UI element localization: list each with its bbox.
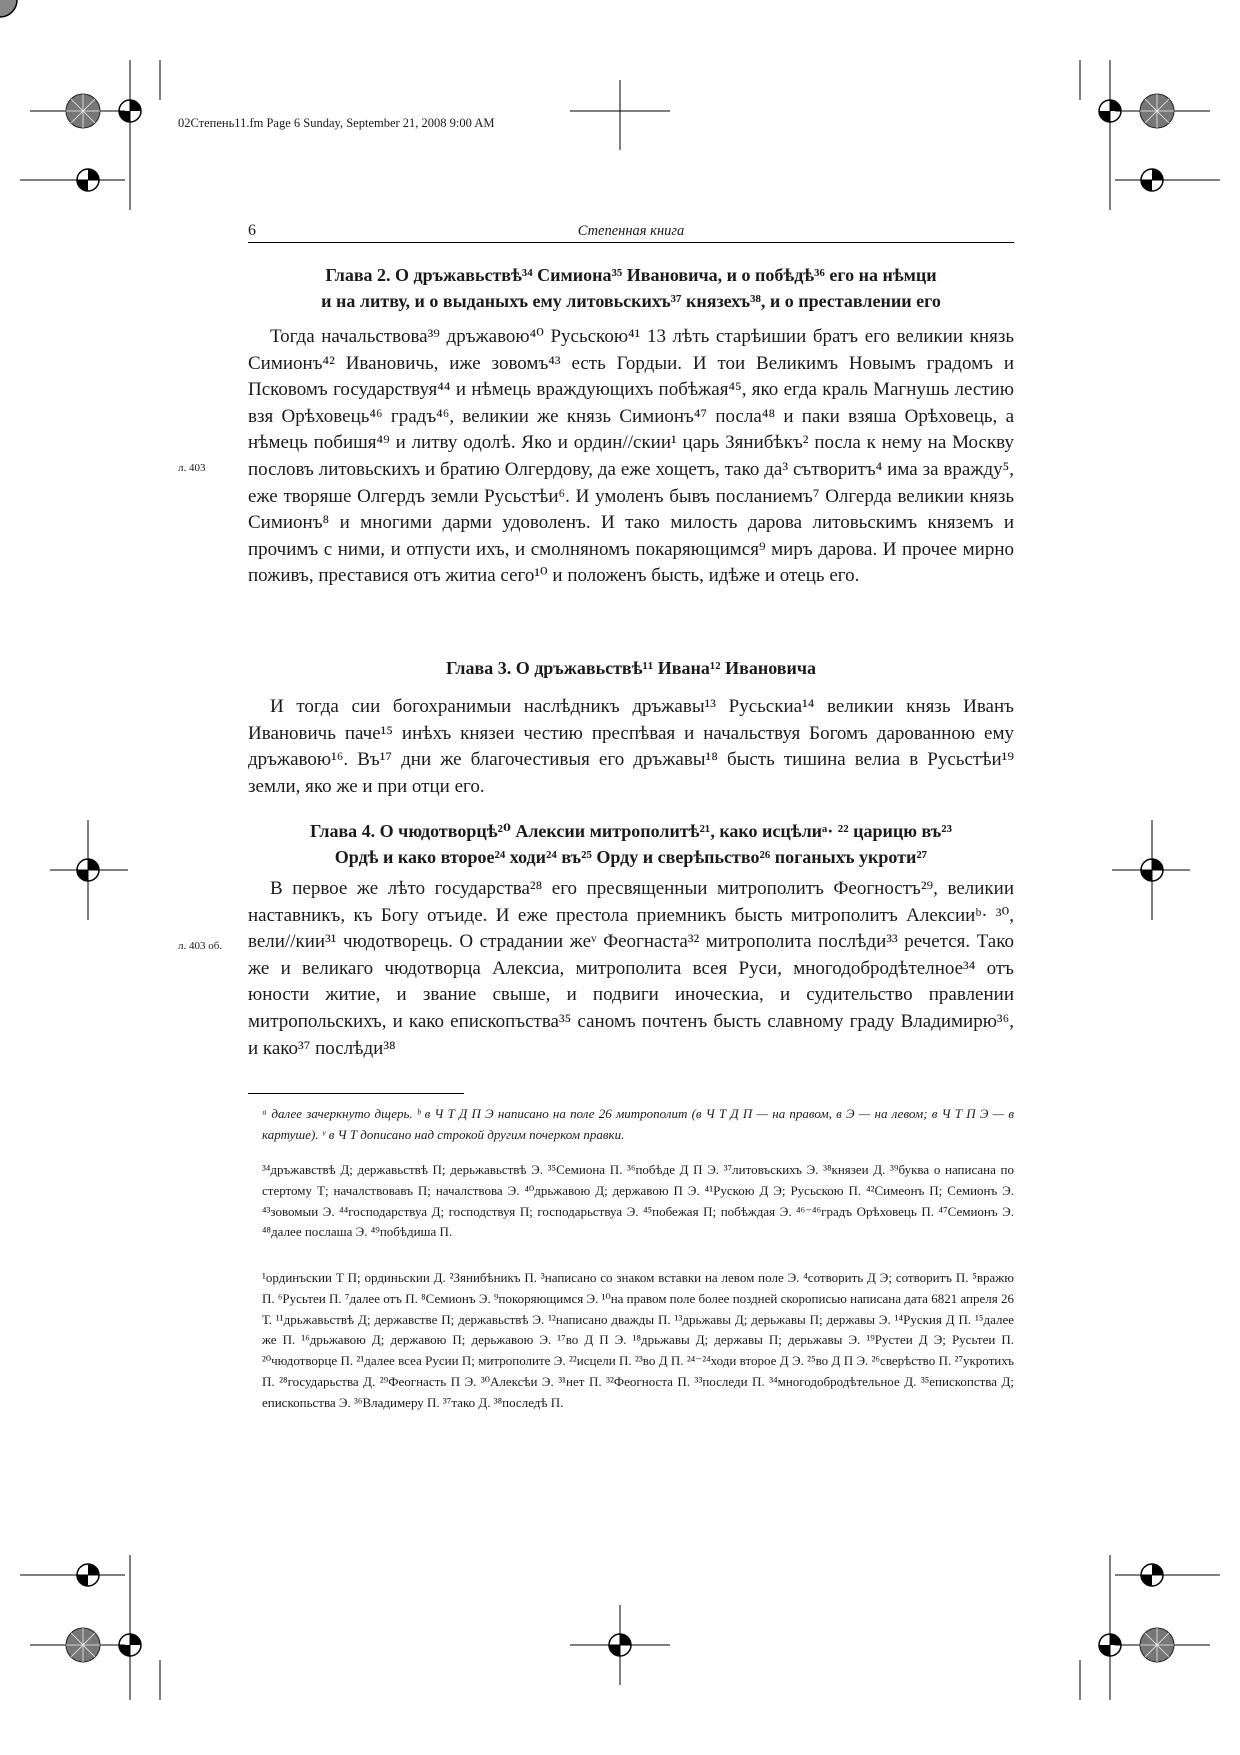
chapter-4-paragraph: В первое же лѣто государства²⁸ его пресвященныи митрополитъ Феогностъ²⁹, великии наставникъ, къ Богу отъиде. И еже престола приемникъ бысть митрополитъ Алексииᵇ· ³⁰, вели//кии³¹ чюдотворець. О страдании жеᵛ Феогнаста³² митрополита послѣди³³ речется. Тако же и великаго чюдотворца Алексиа, митрополита всея Руси, многодобродѣтелное³⁴ отъ юности житие, и звание свыше, и подвиги иноческиа, и судительство правлении митропольскихъ, и како епископъства³⁵ саномъ почтенъ бысть славному граду Владимирю³⁶, и како³⁷ послѣди³⁸: [248, 878, 1014, 1059]
chapter-2-paragraph: Тогда начальствова³⁹ дръжавою⁴⁰ Русьскою⁴¹ 13 лѣть старѣишии братъ его великии князь Симионъ⁴² Ивановичь, иже зовомъ⁴³ есть Гордыи. И тои Великимъ Новымъ градомъ и Псковомъ государствуя⁴⁴ и нѣмець враждующихъ побѣжая⁴⁵, яко егда краль Магнушь лестию взя Орѣховець⁴⁶ градъ⁴⁶, великии же князь Симионъ⁴⁷ посла⁴⁸ и паки взяша Орѣховець, а нѣмець побишя⁴⁹ и литву одолѣ. Яко и ордин//скии¹ царь Зянибѣкъ² посла к нему на Москву пословъ литовьскихъ и братию Олгердову, да еже хощетъ, тако да³ сътворитъ⁴ има за вражду⁵, еже творяше Олгердъ земли Русьстѣи⁶. И умоленъ бывъ посланиемъ⁷ Олгерда великии князь Симионъ⁸ и многими дарми удоволенъ. И тако милость дарова литовьскимъ княземъ и прочимъ с ними, и отпусти ихъ, и смолняномъ покаряющимся⁹ миръ дарова. И прочее мирно поживъ, преставися отъ житиа сего¹⁰ и положенъ бысть, идѣже и отець его.: [248, 326, 1014, 587]
footnotes-letter: [262, 1104, 1014, 1146]
chapter-4-heading: [248, 818, 1014, 870]
starburst-mark: [0, 0, 17, 17]
file-slug: 02Степень11.fm Page 6 Sunday, September 21, 2008 9:00 AM: [178, 116, 495, 130]
running-head: [248, 222, 1014, 243]
margin-note-1: л. 403: [178, 462, 206, 474]
chapter-2-heading: [248, 262, 1014, 314]
chapter-2-heading-line-2: и на литву, и о выданыхъ ему литовьскихъ³⁷ князехъ³⁸, и о преставлении его: [321, 291, 941, 311]
chapter-4-heading-line-1: Глава 4. О чюдотворцѣ²⁰ Алексии митрополитѣ²¹, како исцѣлиᵃ· ²² царицю въ²³: [309, 821, 953, 841]
footnotes-numeric-2: [262, 1268, 1014, 1414]
chapter-3-paragraph: И тогда сии богохранимыи наслѣдникъ дръжавы¹³ Русьскиа¹⁴ великии князь Иванъ Ивановичь паче¹⁵ инѣхъ князеи честию преспѣвая и начальствуя Богомъ дарованною ему дръжавою¹⁶. Въ¹⁷ дни же благочестивыя его дръжавы¹⁸ бысть тишина велиа в Русьстѣи¹⁹ земли, яко же и при отци его.: [248, 696, 1014, 797]
chapter-3-text: [248, 694, 1014, 800]
margin-note-2: л. 403 об.: [178, 940, 223, 952]
footnotes-numeric-2-text: ¹ординъскии Т П; ординьскии Д. ²Зянибѣникъ П. ³написано со знаком вставки на левом поле Э. ⁴сотворить Д Э; сотворитъ П. ⁵вражю П. ⁶Русьтеи П. ⁷далее отъ П. ⁸Семионъ Э. ⁹покоряющимся Э. ¹⁰на правом поле более поздней скорописью написана дата 6821 апреля 26 Т. ¹¹дрьжавьствѣ Д; державстве П; державьствѣ Э. ¹²написано дважды П. ¹³дрьжавы Д; дерьжавы П; державы Э. ¹⁴Руския Д П. ¹⁵далее же П. ¹⁶дрьжавою Д; державою П; дерьжавою Э. ¹⁷во Д П Э. ¹⁸дрьжавы Д; державы П; дерьжавы Э. ¹⁹Рустеи Д Э; Русьтеи П. ²⁰чюдотворце П. ²¹далее всеа Русии П; митрополите Э. ²²исцели П. ²³во Д П. ²⁴⁻²⁴ходи второе Д Э. ²⁵во Д П Э. ²⁶сверѣство П. ²⁷укротихъ П. ²⁸государьства Д. ²⁹Феогнасть П Э. ³⁰Алексѣи Э. ³¹нет П. ³²Феогноста П. ³³последи П. ³⁴многодобродѣтельное Д. ³⁵епископства Д; епископьства Э. ³⁶Владимеру П. ³⁷тако Д. ³⁸последѣ П.: [262, 1270, 1014, 1410]
chapter-4-text: [248, 876, 1014, 1062]
chapter-2-text: [248, 324, 1014, 590]
chapter-2-heading-line-1: Глава 2. О дръжавьствѣ³⁴ Симиона³⁵ Ивановича, и о побѣдѣ³⁶ его на нѣмци: [325, 265, 937, 285]
footnotes-numeric-1-text: ³⁴дръжавствѣ Д; державьствѣ П; дерьжавьствѣ Э. ³⁵Семиона П. ³⁶побѣде Д П Э. ³⁷литовъскихъ Э. ³⁸князеи Д. ³⁹буква о написана по стертому Т; началствовавъ П; началствова Э. ⁴⁰дрьжавою Д; державою П Э. ⁴¹Рускою Д Э; Русьскою П. ⁴²Симеонъ П; Семионъ Э. ⁴³зовомыи Э. ⁴⁴господарствуа Д; господствуя П; господарьствуа Э. ⁴⁵побежая П; побѣждая Э. ⁴⁶⁻⁴⁶градъ Орѣховець П. ⁴⁷Семионъ Э. ⁴⁸далее послаша Э. ⁴⁹побѣдиша П.: [262, 1162, 1014, 1240]
chapter-4-heading-line-2: Ордѣ и како второе²⁴ ходи²⁴ въ²⁵ Орду и сверѣпьство²⁶ поганыхъ укроти²⁷: [334, 847, 928, 867]
chapter-3-heading: Глава 3. О дръжавьствѣ¹¹ Ивана¹² Ивановича: [445, 658, 817, 678]
footnote-rule: [248, 1093, 464, 1094]
page-number: 6: [248, 222, 256, 239]
footnotes-numeric-1: [262, 1160, 1014, 1243]
footnotes-letter-text: ᵃ далее зачеркнуто дщерь. ᵇ в Ч Т Д П Э написано на поле 26 митрополит (в Ч Т Д П — на правом, в Э — на левом; в Ч Т П Э — в картуше). ᵛ в Ч Т дописано над строкой другим почерком правки.: [262, 1106, 1014, 1142]
book-title: Степенная книга: [577, 223, 685, 239]
